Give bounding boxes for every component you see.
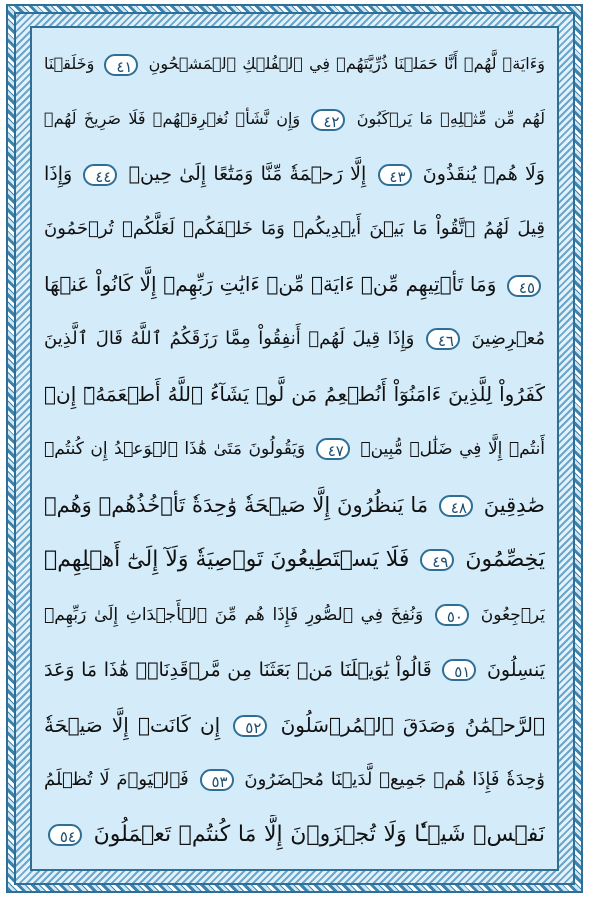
verse-number-marker: ٤٧ [316,438,350,460]
text-line: وَٰحِدَةٗ فَإِذَا هُمۡ جَمِيعٞ لَّدَيۡنَا مُحۡضَرُونَ ٥٣ فَٱلۡيَوۡمَ لَا تُظۡلَمُ [44,768,545,791]
text-line: لَهُم مِّن مِّثۡلِهِۦ مَا يَرۡكَبُونَ ٤٢ وَإِن نَّشَأۡ نُغۡرِقۡهُمۡ فَلَا صَرِيخَ لَهُمۡ [44,109,545,131]
text-line: يَنسِلُونَ ٥١ قَالُواْ يَٰوَيۡلَنَا مَنۢ بَعَثَنَا مِن مَّرۡقَدِنَاۜۗ هَٰذَا مَا وَعَدَ [44,658,545,682]
quran-text-area [30,26,559,871]
text-line: نَفۡسٞ شَيۡـٔٗا وَلَا تُجۡزَوۡنَ إِلَّا مَا كُنتُمۡ تَعۡمَلُونَ ٥٤ [44,815,545,855]
text-line: أَنتُمۡ إِلَّا فِي ضَلَٰلٖ مُّبِينٖ ٤٧ وَيَقُولُونَ مَتَىٰ هَٰذَا ٱلۡوَعۡدُ إِن كُنتُمۡ [44,439,545,461]
text-line: كَفَرُواْ لِلَّذِينَ ءَامَنُوٓاْ أَنُطۡعِمُ مَن لَّوۡ يَشَآءُ ٱللَّهُ أَطۡعَمَهُۥٓ إِنۡ [44,382,545,407]
text-line: وَلَا هُمۡ يُنقَذُونَ ٤٣ إِلَّا رَحۡمَةٗ مِّنَّا وَمَتَٰعًا إِلَىٰ حِينٖ ٤٤ وَإِذَا [44,163,545,186]
verse-number-marker: ٤٣ [378,164,412,186]
verse-number-marker: ٥٣ [200,769,234,791]
text-line: وَءَايَةٞ لَّهُمۡ أَنَّا حَمَلۡنَا ذُرِّيَّتَهُمۡ فِي ٱلۡفُلۡكِ ٱلۡمَشۡحُونِ ٤١ وَخَلَقۡنَا [44,54,545,76]
text-line: يَخِصِّمُونَ ٤٩ فَلَا يَسۡتَطِيعُونَ تَوۡصِيَةٗ وَلَآ إِلَىٰٓ أَهۡلِهِمۡ [44,546,545,572]
verse-number-marker: ٤٢ [311,109,345,131]
verse-number-marker: ٤٦ [426,328,460,350]
text-line: ٤٥ وَمَا تَأۡتِيهِم مِّنۡ ءَايَةٖ مِّنۡ ءَايَٰتِ رَبِّهِمۡ إِلَّا كَانُواْ عَنۡهَا [44,264,545,304]
text-line: يَرۡجِعُونَ ٥٠ وَنُفِخَ فِي ٱلصُّورِ فَإِذَا هُم مِّنَ ٱلۡأَجۡدَاثِ إِلَىٰ رَبِّهِمۡ [44,604,545,626]
verse-number-marker: ٥٤ [48,824,82,846]
text-line: صَٰدِقِينَ ٤٨ مَا يَنظُرُونَ إِلَّا صَيۡحَةٗ وَٰحِدَةٗ تَأۡخُذُهُمۡ وَهُمۡ [44,492,545,517]
verse-number-marker: ٥٠ [435,604,469,626]
verse-number-marker: ٥١ [442,659,476,681]
verse-number-marker: ٤٨ [439,495,473,517]
verse-number-marker: ٤٤ [83,164,117,186]
text-line: قِيلَ لَهُمُ ٱتَّقُواْ مَا بَيۡنَ أَيۡدِيكُمۡ وَمَا خَلۡفَكُمۡ لَعَلَّكُمۡ تُرۡحَمُونَ [44,218,545,240]
verse-number-marker: ٤٥ [507,275,541,297]
verse-number-marker: ٤٩ [420,549,454,571]
verse-number-marker: ٤١ [104,54,138,76]
verse-number-marker: ٥٢ [233,715,267,737]
text-line: مُعۡرِضِينَ ٤٦ وَإِذَا قِيلَ لَهُمۡ أَنفِقُواْ مِمَّا رَزَقَكُمُ ٱللَّهُ قَالَ ٱلَّذِينَ [44,328,545,351]
text-line: ٱلرَّحۡمَٰنُ وَصَدَقَ ٱلۡمُرۡسَلُونَ ٥٢ إِن كَانَتۡ إِلَّا صَيۡحَةٗ [44,712,545,738]
